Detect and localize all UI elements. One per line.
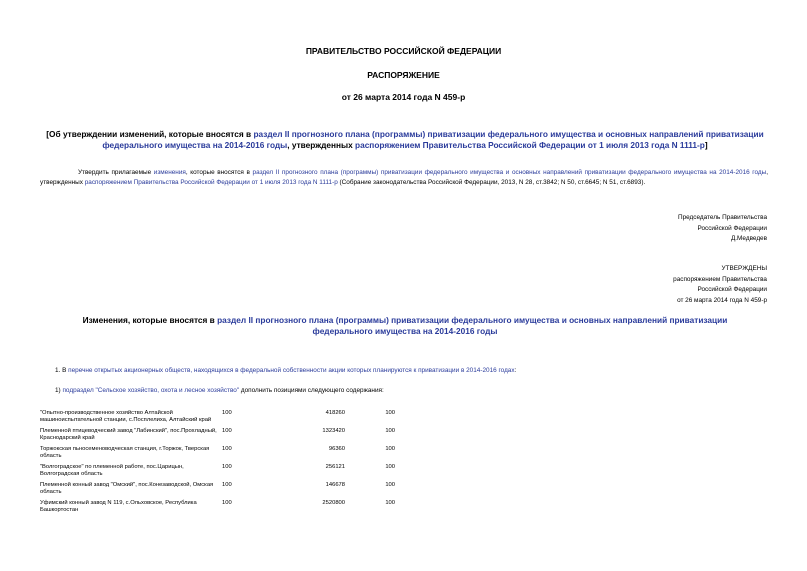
table-row [40, 410, 395, 428]
intro-text: (Собрание законодательства Российской Федерации, 2013, N 28, ст.3842; N 50, ст.6645; N 51, ст.6893). [337, 179, 646, 186]
changes-title-text: Изменения, которые вносятся в [82, 315, 218, 325]
table-row [40, 500, 395, 518]
title-text: , утвержденных [287, 140, 356, 150]
signature-line: Председатель Правительства [678, 214, 767, 221]
share-count: 96360 [328, 446, 345, 452]
changes-title [55, 315, 755, 337]
privatized-percent: 100 [385, 446, 395, 452]
share-count: 146678 [325, 482, 345, 488]
item-suffix: : [514, 367, 517, 374]
item-1-link[interactable]: перечне открытых акционерных обществ, находящихся в федеральной собственности акции которых планируются к приватизации в 2014-2016 годах [68, 367, 515, 374]
enterprise-name: "Волгоградское" по племенной работе, пос.Царицын, Волгоградская область [40, 464, 184, 477]
document-title [40, 129, 770, 151]
signature-block [678, 213, 767, 245]
approval-line: распоряжением Правительства [673, 275, 767, 283]
document-date: от 26 марта 2014 года N 459-р [341, 92, 466, 102]
intro-text: Утвердить прилагаемые [78, 169, 154, 176]
share-count: 2520800 [322, 500, 345, 506]
federal-share-percent: 100 [222, 410, 232, 416]
enterprise-name: Торжокская пьносеменоводческая станция, г.Торжок, Тверская область [40, 446, 210, 459]
federal-share-percent: 100 [222, 446, 232, 452]
changes-section-link[interactable]: раздел II прогнозного плана (программы) приватизации федерального имущества и основных направлений приватизации федерального имущества на 2014-2016 годы [217, 315, 728, 336]
intro-text: , которые вносятся в [185, 169, 253, 176]
privatized-percent: 100 [385, 482, 395, 488]
signature-line: Российской Федерации [697, 224, 767, 232]
item-prefix: 1. В [55, 367, 69, 374]
approval-line: Российской Федерации [697, 286, 767, 293]
intro-changes-link[interactable]: изменения [153, 169, 186, 176]
intro-text: , утвержденных [40, 169, 769, 186]
share-count: 256121 [325, 464, 345, 470]
privatized-percent: 100 [385, 464, 395, 470]
item-1 [55, 366, 516, 376]
federal-share-percent: 100 [222, 500, 232, 506]
privatized-percent: 100 [385, 410, 395, 416]
title-text: [Об утверждении изменений, которые вносятся в [46, 129, 254, 139]
intro-section-link[interactable]: раздел II прогнозного плана (программы) приватизации федерального имущества и основных направлений приватизации федерального имущества на 2014-2016 годы [252, 169, 767, 176]
item-suffix: дополнить позициями следующего содержания: [239, 387, 384, 394]
title-section-link[interactable]: раздел II прогнозного плана (программы) приватизации федерального имущества и основных направлений приватизации федерального имущества на 2014-2016 годы [102, 129, 764, 150]
table-row [40, 446, 395, 464]
table-row [40, 428, 395, 446]
approval-block [673, 264, 767, 306]
table-row [40, 464, 395, 482]
privatized-percent: 100 [385, 500, 395, 506]
title-text: ] [704, 140, 708, 150]
enterprise-name: Уфимский конный завод N 119, с.Ольховское, Республика Башкортостан [40, 500, 197, 513]
document-kind: РАСПОРЯЖЕНИЕ [367, 70, 440, 80]
federal-share-percent: 100 [222, 482, 232, 488]
enterprise-name: Племенной птицеводческий завод "Лабинский", пос.Прохладный, Краснодарский край [40, 428, 217, 441]
share-count: 1323420 [322, 428, 345, 434]
table-row [40, 482, 395, 500]
enterprise-name: Племенной конный завод "Омский", пос.Конезаводской, Омская область [40, 482, 214, 495]
signature-name: Д.Медведев [730, 235, 767, 242]
enterprise-name: "Опытно-производственное хозяйство Алтайской машиноиспытательной станции, с.Посплелиха, Алтайский край [40, 410, 212, 423]
share-count: 418260 [325, 410, 345, 416]
federal-share-percent: 100 [222, 464, 232, 470]
item-2-link[interactable]: подраздел "Сельское хозяйство, охота и лесное хозяйство" [62, 387, 240, 394]
intro-paragraph [40, 168, 768, 188]
approval-line: УТВЕРЖДЕНЫ [721, 265, 767, 272]
item-prefix: 1) [55, 387, 63, 394]
government-heading: ПРАВИТЕЛЬСТВО РОССИЙСКОЙ ФЕДЕРАЦИИ [305, 46, 502, 56]
item-2 [55, 386, 384, 396]
enterprises-table [40, 410, 395, 518]
federal-share-percent: 100 [222, 428, 232, 434]
title-order-link[interactable]: распоряжением Правительства Российской Федерации от 1 июля 2013 года N 1111-р [355, 140, 705, 150]
privatized-percent: 100 [385, 428, 395, 434]
intro-order-link[interactable]: распоряжением Правительства Российской Федерации от 1 июля 2013 года N 1111-р [84, 179, 338, 186]
approval-line: от 26 марта 2014 года N 459-р [677, 296, 767, 304]
